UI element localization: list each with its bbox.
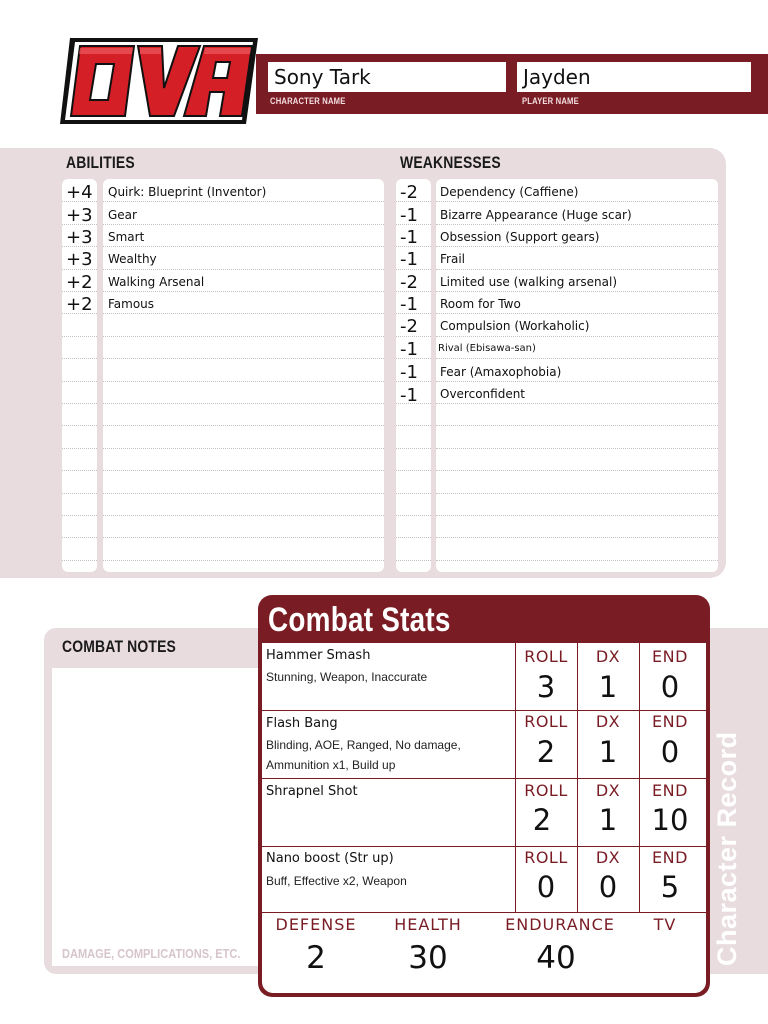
ruled-line (103, 313, 384, 314)
weakness-score[interactable]: -1 (400, 385, 418, 406)
defense-label: DEFENSE (275, 915, 357, 934)
ruled-line (396, 537, 431, 538)
ruled-line (436, 269, 718, 270)
end-label: END (652, 781, 688, 800)
abilities-title: ABILITIES (66, 153, 135, 172)
ruled-line (436, 560, 718, 561)
ability-name[interactable]: Wealthy (108, 252, 157, 266)
ruled-line (103, 336, 384, 337)
combat-notes-title: COMBAT NOTES (62, 637, 177, 656)
ruled-line (62, 358, 97, 359)
end-value[interactable]: 0 (660, 670, 680, 704)
weakness-name[interactable]: Frail (440, 252, 465, 266)
roll-label: ROLL (524, 848, 568, 867)
tv-label: TV (653, 915, 677, 934)
ruled-line (103, 269, 384, 270)
ability-name[interactable]: Quirk: Blueprint (Inventor) (108, 185, 267, 199)
ability-name[interactable]: Walking Arsenal (108, 275, 205, 289)
roll-value[interactable]: 2 (532, 803, 552, 837)
ruled-line (103, 515, 384, 516)
ruled-line (103, 403, 384, 404)
ruled-line (396, 448, 431, 449)
attack-tags[interactable]: Blinding, AOE, Ranged, No damage, Ammunition x1, Build up (266, 738, 461, 772)
weakness-name[interactable]: Overconfident (440, 387, 526, 401)
attack-name[interactable]: Shrapnel Shot (266, 784, 358, 799)
endurance-value[interactable]: 40 (536, 940, 576, 976)
ability-name[interactable]: Famous (108, 297, 155, 311)
ruled-line (62, 515, 97, 516)
weakness-score[interactable]: -2 (400, 272, 418, 293)
player-name-caption: PLAYER NAME (522, 96, 579, 106)
roll-value[interactable]: 0 (536, 870, 556, 904)
ruled-line (436, 448, 718, 449)
roll-label: ROLL (524, 781, 568, 800)
combat-notes-footer: DAMAGE, COMPLICATIONS, ETC. (62, 946, 241, 961)
ruled-line (62, 470, 97, 471)
ruled-line (103, 358, 384, 359)
ruled-line (103, 560, 384, 561)
attack-tags[interactable]: Buff, Effective x2, Weapon (266, 874, 407, 888)
defense-value[interactable]: 2 (306, 940, 326, 976)
roll-value[interactable]: 3 (536, 670, 556, 704)
ruled-line (103, 493, 384, 494)
roll-value[interactable]: 2 (536, 735, 556, 769)
ruled-line (396, 470, 431, 471)
end-value[interactable]: 5 (660, 870, 680, 904)
weakness-score[interactable]: -1 (400, 227, 418, 248)
ability-score[interactable]: +3 (66, 249, 93, 270)
end-label: END (652, 647, 688, 666)
ruled-line (62, 336, 97, 337)
weakness-score[interactable]: -2 (400, 182, 418, 203)
combat-stats-title: Combat Stats (268, 601, 451, 639)
ruled-line (436, 470, 718, 471)
ruled-line (436, 515, 718, 516)
ruled-line (62, 537, 97, 538)
abilities-name-column (103, 179, 384, 572)
ruled-line (436, 313, 718, 314)
weakness-name[interactable]: Limited use (walking arsenal) (440, 275, 618, 289)
ruled-line (436, 291, 718, 292)
ruled-line (436, 336, 718, 337)
ruled-line (103, 425, 384, 426)
dx-label: DX (595, 647, 621, 666)
dx-label: DX (595, 781, 621, 800)
attack-separator (262, 912, 706, 913)
ruled-line (62, 381, 97, 382)
dx-label: DX (595, 712, 621, 731)
character-name-field[interactable]: Sony Tark (268, 62, 506, 92)
character-name-caption: CHARACTER NAME (270, 96, 346, 106)
attack-name[interactable]: Nano boost (Str up) (266, 851, 394, 866)
roll-label: ROLL (524, 712, 568, 731)
weakness-name[interactable]: Rival (Ebisawa-san) (438, 343, 536, 354)
ruled-line (436, 224, 718, 225)
weakness-name[interactable]: Dependency (Caffiene) (440, 185, 579, 199)
combat-notes-area[interactable] (52, 668, 262, 966)
ruled-line (103, 246, 384, 247)
weakness-name[interactable]: Compulsion (Workaholic) (440, 319, 590, 333)
ruled-line (103, 470, 384, 471)
ruled-line (62, 560, 97, 561)
ruled-line (436, 425, 718, 426)
attack-name[interactable]: Flash Bang (266, 716, 338, 731)
ability-score[interactable]: +2 (66, 272, 93, 293)
end-label: END (652, 848, 688, 867)
ruled-line (436, 201, 718, 202)
weakness-score[interactable]: -2 (400, 316, 418, 337)
ruled-line (436, 381, 718, 382)
weakness-name[interactable]: Bizarre Appearance (Huge scar) (440, 208, 632, 222)
character-record-label: Character Record (712, 731, 742, 966)
end-label: END (652, 712, 688, 731)
ruled-line (436, 537, 718, 538)
weaknesses-title: WEAKNESSES (400, 153, 501, 172)
ova-logo (58, 30, 266, 130)
ability-score[interactable]: +3 (66, 205, 93, 226)
weakness-name[interactable]: Room for Two (440, 297, 521, 311)
weakness-score[interactable]: -1 (400, 294, 418, 315)
weakness-score[interactable]: -1 (400, 339, 418, 360)
ruled-line (103, 201, 384, 202)
ruled-line (62, 403, 97, 404)
ruled-line (103, 291, 384, 292)
ability-name[interactable]: Gear (108, 208, 137, 222)
ruled-line (62, 493, 97, 494)
ability-score[interactable]: +3 (66, 227, 93, 248)
weakness-name[interactable]: Fear (Amaxophobia) (440, 365, 562, 379)
dx-value[interactable]: 1 (598, 670, 618, 704)
attack-tags[interactable]: Stunning, Weapon, Inaccurate (266, 670, 428, 684)
ability-score[interactable]: +4 (66, 182, 93, 203)
ruled-line (62, 425, 97, 426)
dx-label: DX (595, 848, 621, 867)
ruled-line (103, 448, 384, 449)
health-label: HEALTH (394, 915, 462, 934)
end-value[interactable]: 0 (660, 735, 680, 769)
weakness-score[interactable]: -1 (400, 362, 418, 383)
ruled-line (103, 224, 384, 225)
player-name-field[interactable]: Jayden (517, 62, 751, 92)
ruled-line (436, 493, 718, 494)
ruled-line (396, 425, 431, 426)
weakness-score[interactable]: -1 (400, 249, 418, 270)
health-value[interactable]: 30 (408, 940, 448, 976)
ruled-line (436, 246, 718, 247)
ruled-line (396, 560, 431, 561)
ruled-line (103, 381, 384, 382)
endurance-label: ENDURANCE (505, 915, 615, 934)
end-value[interactable]: 10 (651, 803, 689, 837)
ability-score[interactable]: +2 (66, 294, 93, 315)
ability-name[interactable]: Smart (108, 230, 145, 244)
dx-value[interactable]: 0 (598, 870, 618, 904)
ruled-line (396, 515, 431, 516)
ruled-line (436, 358, 718, 359)
weakness-score[interactable]: -1 (400, 205, 418, 226)
dx-value[interactable]: 1 (598, 735, 618, 769)
ruled-line (436, 403, 718, 404)
weakness-name[interactable]: Obsession (Support gears) (440, 230, 600, 244)
ruled-line (103, 537, 384, 538)
attack-name[interactable]: Hammer Smash (266, 648, 371, 663)
dx-value[interactable]: 1 (598, 803, 618, 837)
ruled-line (396, 493, 431, 494)
ruled-line (62, 448, 97, 449)
roll-label: ROLL (524, 647, 568, 666)
